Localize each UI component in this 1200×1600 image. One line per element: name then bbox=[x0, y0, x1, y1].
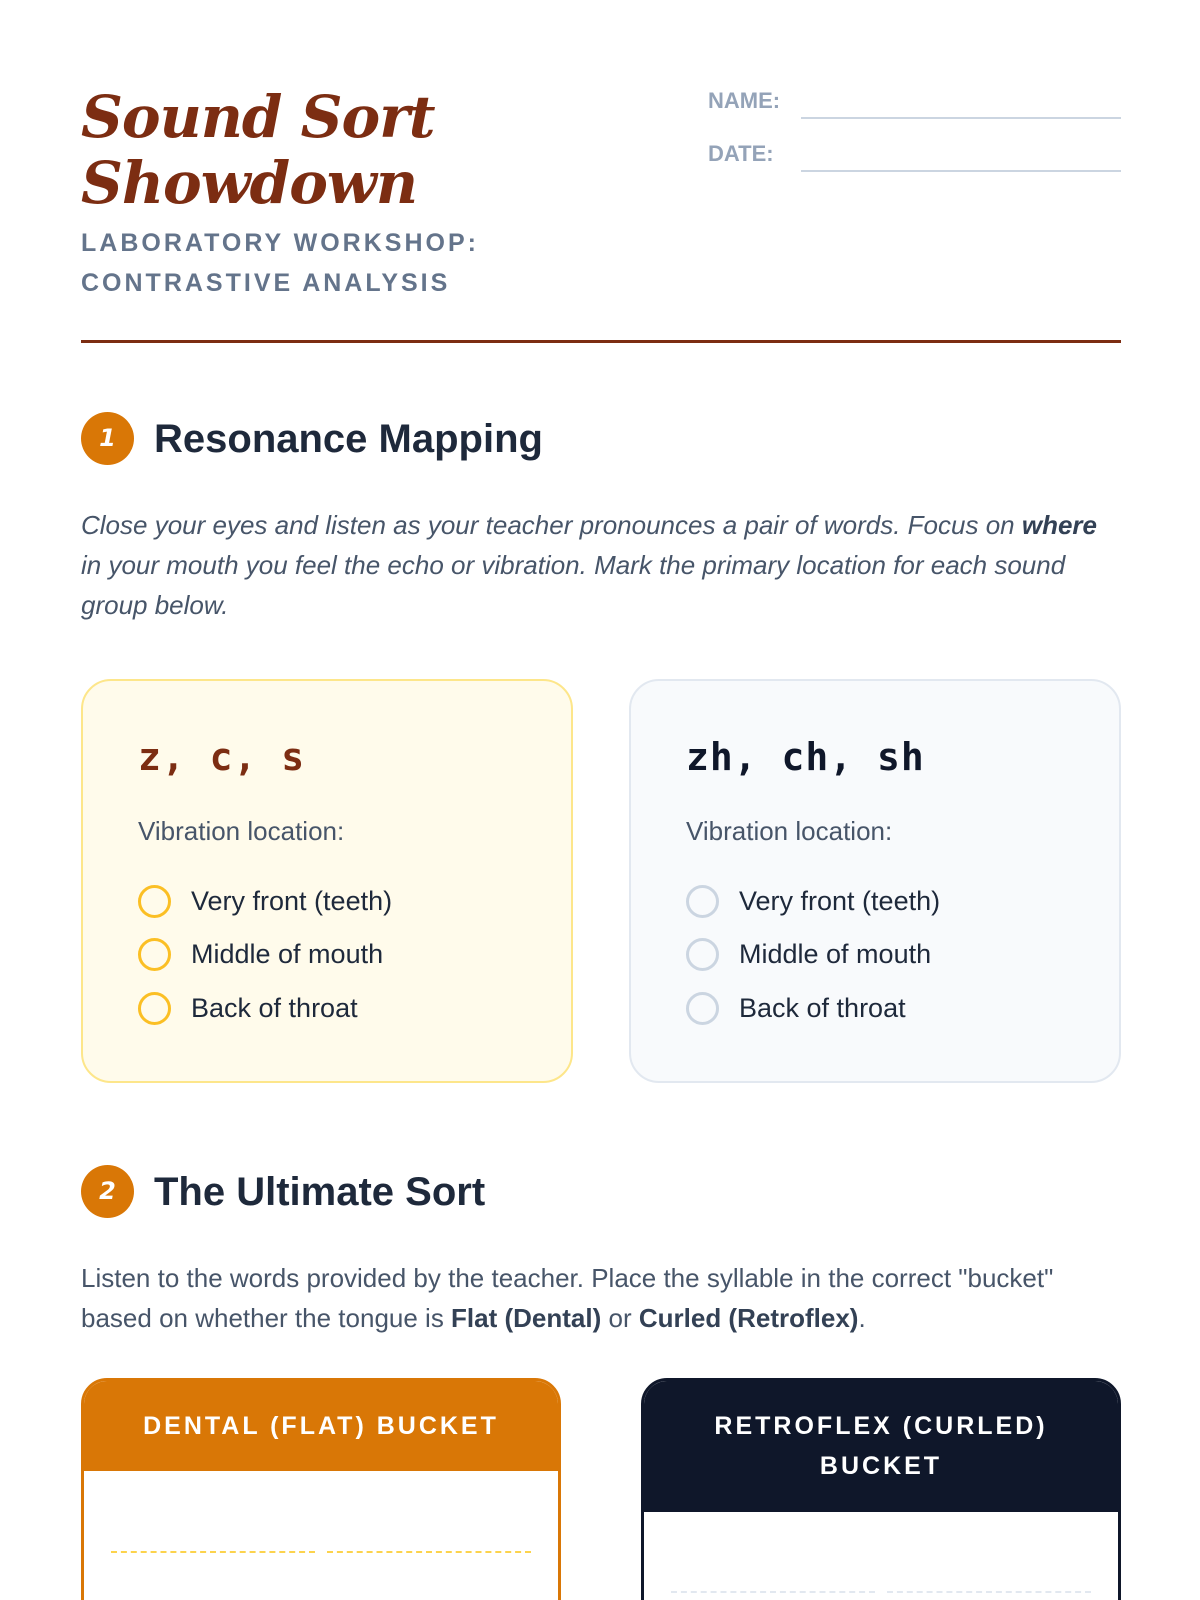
name-field[interactable] bbox=[708, 80, 1121, 120]
sound-group-label: zh, ch, sh bbox=[686, 735, 925, 779]
name-line[interactable] bbox=[801, 117, 1121, 119]
section-2-header bbox=[81, 1165, 1121, 1219]
sound-group-label: z, c, s bbox=[138, 735, 306, 779]
instruction-emphasis: Curled (Retroflex) bbox=[638, 1303, 859, 1333]
radio-button[interactable] bbox=[138, 885, 171, 918]
section-2-instructions bbox=[81, 1258, 1121, 1338]
section-1-instructions bbox=[81, 505, 1121, 625]
option-label: Middle of mouth bbox=[191, 939, 384, 969]
option-label: Very front (teeth) bbox=[739, 886, 941, 916]
option-label: Back of throat bbox=[739, 993, 906, 1023]
radio-button[interactable] bbox=[138, 938, 171, 971]
retroflex-sounds-card bbox=[629, 679, 1121, 1083]
subtitle-line-2: CONTRASTIVE ANALYSIS bbox=[81, 269, 451, 297]
worksheet-page bbox=[81, 0, 1121, 1600]
radio-button[interactable] bbox=[686, 938, 719, 971]
option-very-front[interactable] bbox=[138, 881, 558, 921]
name-label: NAME: bbox=[708, 88, 781, 113]
instruction-text: or bbox=[601, 1303, 639, 1333]
dental-sounds-card bbox=[81, 679, 573, 1083]
instruction-text: . bbox=[858, 1303, 866, 1333]
option-label: Very front (teeth) bbox=[191, 886, 393, 916]
retroflex-bucket-title-line-2: BUCKET bbox=[819, 1452, 943, 1480]
title-line-2: Showdown bbox=[81, 149, 418, 217]
header-divider bbox=[81, 340, 1121, 343]
answer-slot[interactable] bbox=[671, 1591, 875, 1593]
section-2-title: The Ultimate Sort bbox=[154, 1170, 486, 1214]
option-label: Middle of mouth bbox=[739, 939, 932, 969]
answer-slot[interactable] bbox=[327, 1551, 531, 1553]
section-1-number-badge: 1 bbox=[81, 412, 134, 465]
date-line[interactable] bbox=[801, 170, 1121, 172]
option-middle[interactable] bbox=[686, 934, 1106, 974]
option-back[interactable] bbox=[686, 988, 1106, 1028]
instruction-emphasis: Flat (Dental) bbox=[451, 1303, 602, 1333]
section-2-number-badge: 2 bbox=[81, 1165, 134, 1218]
vibration-location-label: Vibration location: bbox=[686, 816, 893, 846]
dental-bucket[interactable] bbox=[81, 1378, 561, 1600]
subtitle-line-1: LABORATORY WORKSHOP: bbox=[81, 229, 479, 257]
retroflex-bucket[interactable] bbox=[641, 1378, 1121, 1600]
date-label: DATE: bbox=[708, 141, 774, 166]
option-label: Back of throat bbox=[191, 993, 358, 1023]
instruction-emphasis: where bbox=[1021, 510, 1097, 540]
page-subtitle bbox=[81, 223, 601, 303]
dental-bucket-title: DENTAL (FLAT) BUCKET bbox=[84, 1381, 558, 1471]
section-1-title: Resonance Mapping bbox=[154, 417, 543, 461]
answer-slot[interactable] bbox=[111, 1551, 315, 1553]
option-back[interactable] bbox=[138, 988, 558, 1028]
retroflex-bucket-title bbox=[644, 1381, 1118, 1512]
option-very-front[interactable] bbox=[686, 881, 1106, 921]
retroflex-bucket-title-line-1: RETROFLEX (CURLED) bbox=[714, 1412, 1048, 1440]
radio-button[interactable] bbox=[686, 992, 719, 1025]
section-1-header bbox=[81, 412, 1121, 466]
title-line-1: Sound Sort bbox=[81, 83, 435, 151]
page-title bbox=[81, 84, 641, 216]
answer-slot[interactable] bbox=[887, 1591, 1091, 1593]
instruction-text: in your mouth you feel the echo or vibration. Mark the primary location for each sound group below. bbox=[81, 550, 1066, 620]
radio-button[interactable] bbox=[686, 885, 719, 918]
date-field[interactable] bbox=[708, 133, 1121, 173]
option-middle[interactable] bbox=[138, 934, 558, 974]
instruction-text: Listen to the words provided by the teacher. Place the syllable in the correct "bucket" based on whether the tongue is bbox=[81, 1263, 1054, 1333]
radio-button[interactable] bbox=[138, 992, 171, 1025]
vibration-location-label: Vibration location: bbox=[138, 816, 345, 846]
instruction-text: Close your eyes and listen as your teacher pronounces a pair of words. Focus on bbox=[81, 510, 1022, 540]
